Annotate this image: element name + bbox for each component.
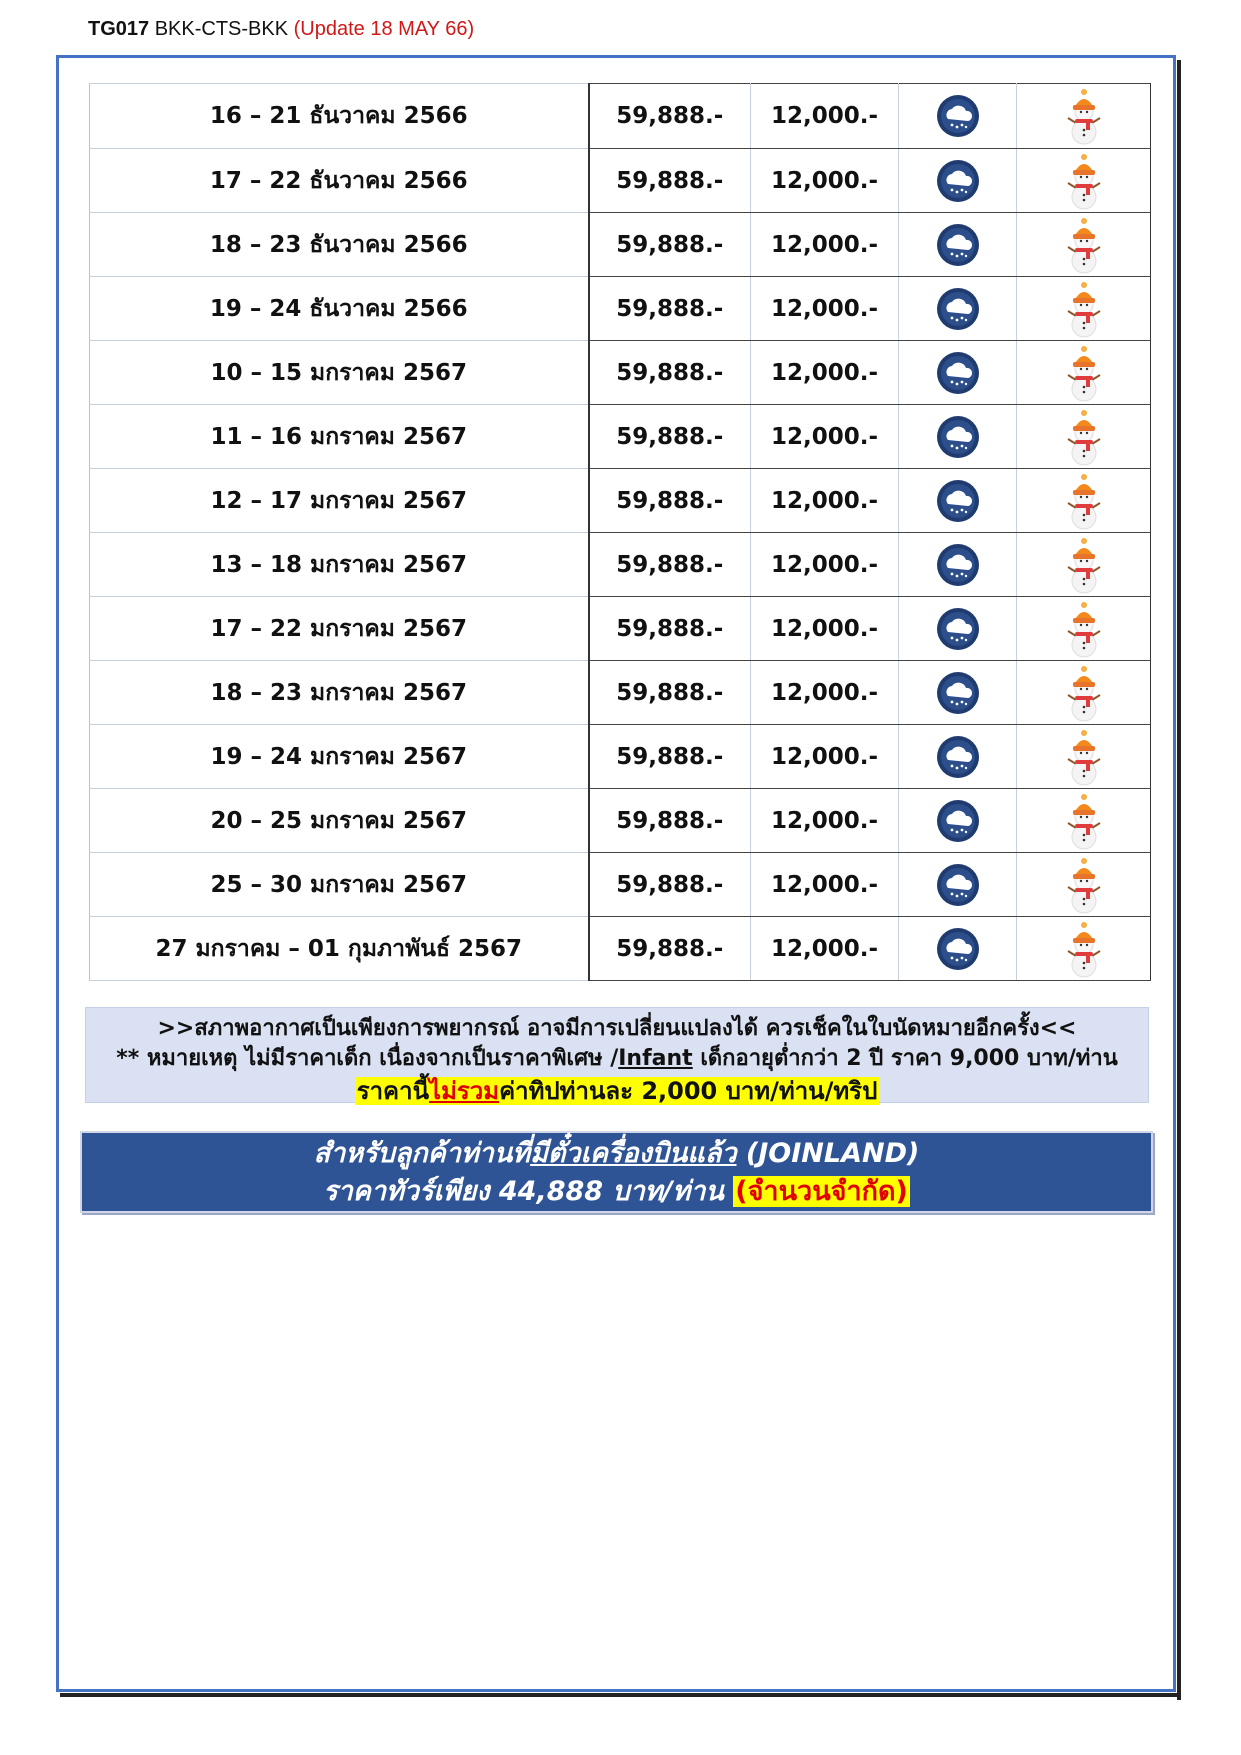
travel-dates: 27 มกราคม – 01 กุมภาพันธ์ 2567 bbox=[90, 917, 589, 981]
tour-price: 59,888.- bbox=[589, 853, 751, 917]
schedule-row bbox=[90, 149, 1151, 213]
child-note-post: เด็กอายุต่ำกว่า 2 ปี ราคา 9,000 บาท/ท่าน bbox=[692, 1046, 1118, 1071]
document-header bbox=[88, 18, 474, 41]
travel-dates: 18 – 23 ธันวาคม 2566 bbox=[90, 213, 589, 277]
season-cell bbox=[1017, 341, 1151, 405]
joinland-post: (JOINLAND) bbox=[736, 1138, 920, 1169]
joinland-line2 bbox=[82, 1173, 1151, 1211]
travel-dates: 19 – 24 ธันวาคม 2566 bbox=[90, 277, 589, 341]
travel-dates: 18 – 23 มกราคม 2567 bbox=[90, 661, 589, 725]
tour-price: 59,888.- bbox=[589, 84, 751, 149]
season-cell bbox=[1017, 84, 1151, 149]
travel-dates: 17 – 22 มกราคม 2567 bbox=[90, 597, 589, 661]
weather-cell bbox=[899, 213, 1017, 277]
tour-price: 59,888.- bbox=[589, 213, 751, 277]
snow-cloud-icon bbox=[936, 223, 980, 267]
schedule-row bbox=[90, 533, 1151, 597]
season-cell bbox=[1017, 469, 1151, 533]
tip-note-a: ราคานี้ bbox=[356, 1077, 429, 1105]
tip-not-included: ไม่รวม bbox=[429, 1077, 500, 1105]
deposit-price: 12,000.- bbox=[751, 277, 899, 341]
tour-price: 59,888.- bbox=[589, 277, 751, 341]
season-cell bbox=[1017, 533, 1151, 597]
snow-cloud-icon bbox=[936, 543, 980, 587]
snow-cloud-icon bbox=[936, 479, 980, 523]
season-cell bbox=[1017, 853, 1151, 917]
schedule-row bbox=[90, 277, 1151, 341]
snowman-icon bbox=[1062, 599, 1106, 659]
snowman-icon bbox=[1062, 279, 1106, 339]
tip-note-c: ค่าทิปท่านละ 2,000 บาท/ท่าน/ทริป bbox=[499, 1077, 878, 1105]
tour-price: 59,888.- bbox=[589, 341, 751, 405]
schedule-row bbox=[90, 84, 1151, 149]
snowman-icon bbox=[1062, 215, 1106, 275]
schedule-row bbox=[90, 597, 1151, 661]
schedule-row bbox=[90, 405, 1151, 469]
snow-cloud-icon bbox=[936, 94, 980, 138]
deposit-price: 12,000.- bbox=[751, 661, 899, 725]
weather-cell bbox=[899, 341, 1017, 405]
frame-shadow-right bbox=[1177, 60, 1181, 1700]
snowman-icon bbox=[1062, 855, 1106, 915]
season-cell bbox=[1017, 917, 1151, 981]
snow-cloud-icon bbox=[936, 287, 980, 331]
weather-cell bbox=[899, 405, 1017, 469]
deposit-price: 12,000.- bbox=[751, 725, 899, 789]
deposit-price: 12,000.- bbox=[751, 853, 899, 917]
season-cell bbox=[1017, 725, 1151, 789]
tip-note-highlight bbox=[355, 1077, 880, 1105]
tour-price: 59,888.- bbox=[589, 789, 751, 853]
snow-cloud-icon bbox=[936, 927, 980, 971]
snow-cloud-icon bbox=[936, 607, 980, 651]
tour-code: TG017 bbox=[88, 18, 150, 40]
tour-route: BKK-CTS-BKK bbox=[154, 18, 289, 40]
season-cell bbox=[1017, 149, 1151, 213]
remarks-box bbox=[85, 1007, 1149, 1103]
weather-cell bbox=[899, 533, 1017, 597]
joinland-ticket: มีตั๋วเครื่องบินแล้ว bbox=[530, 1138, 737, 1169]
tour-price: 59,888.- bbox=[589, 149, 751, 213]
snow-cloud-icon bbox=[936, 351, 980, 395]
schedule-row bbox=[90, 213, 1151, 277]
season-cell bbox=[1017, 661, 1151, 725]
tour-price: 59,888.- bbox=[589, 469, 751, 533]
deposit-price: 12,000.- bbox=[751, 84, 899, 149]
schedule-row bbox=[90, 917, 1151, 981]
deposit-price: 12,000.- bbox=[751, 149, 899, 213]
weather-cell bbox=[899, 853, 1017, 917]
child-price-note bbox=[86, 1044, 1148, 1074]
travel-dates: 13 – 18 มกราคม 2567 bbox=[90, 533, 589, 597]
travel-dates: 10 – 15 มกราคม 2567 bbox=[90, 341, 589, 405]
limited-seats-badge: (จำนวนจำกัด) bbox=[735, 1176, 908, 1207]
infant-label: Infant bbox=[618, 1046, 693, 1071]
tour-price: 59,888.- bbox=[589, 597, 751, 661]
snowman-icon bbox=[1062, 919, 1106, 979]
tour-price: 59,888.- bbox=[589, 725, 751, 789]
schedule-row bbox=[90, 725, 1151, 789]
travel-dates: 11 – 16 มกราคม 2567 bbox=[90, 405, 589, 469]
travel-dates: 12 – 17 มกราคม 2567 bbox=[90, 469, 589, 533]
weather-disclaimer: >>สภาพอากาศเป็นเพียงการพยากรณ์ อาจมีการเปลี่ยนแปลงได้ ควรเช็คในใบนัดหมายอีกครั้ง<< bbox=[157, 1016, 1077, 1041]
deposit-price: 12,000.- bbox=[751, 597, 899, 661]
snow-cloud-icon bbox=[936, 159, 980, 203]
joinland-line1 bbox=[82, 1135, 1151, 1173]
snow-cloud-icon bbox=[936, 863, 980, 907]
travel-dates: 25 – 30 มกราคม 2567 bbox=[90, 853, 589, 917]
deposit-price: 12,000.- bbox=[751, 469, 899, 533]
weather-cell bbox=[899, 277, 1017, 341]
weather-cell bbox=[899, 789, 1017, 853]
joinland-banner bbox=[80, 1131, 1153, 1213]
schedule-row bbox=[90, 341, 1151, 405]
schedule-row bbox=[90, 853, 1151, 917]
frame-shadow-bottom bbox=[60, 1693, 1181, 1697]
tour-price: 59,888.- bbox=[589, 661, 751, 725]
snowman-icon bbox=[1062, 471, 1106, 531]
deposit-price: 12,000.- bbox=[751, 789, 899, 853]
deposit-price: 12,000.- bbox=[751, 405, 899, 469]
snow-cloud-icon bbox=[936, 799, 980, 843]
weather-cell bbox=[899, 725, 1017, 789]
joinland-price: ราคาทัวร์เพียง 44,888 บาท/ท่าน bbox=[323, 1176, 734, 1207]
travel-dates: 20 – 25 มกราคม 2567 bbox=[90, 789, 589, 853]
deposit-price: 12,000.- bbox=[751, 341, 899, 405]
season-cell bbox=[1017, 597, 1151, 661]
travel-dates: 17 – 22 ธันวาคม 2566 bbox=[90, 149, 589, 213]
tour-price: 59,888.- bbox=[589, 405, 751, 469]
weather-cell bbox=[899, 469, 1017, 533]
snowman-icon bbox=[1062, 727, 1106, 787]
schedule-row bbox=[90, 789, 1151, 853]
schedule-row bbox=[90, 661, 1151, 725]
tip-note bbox=[86, 1074, 1148, 1108]
weather-cell bbox=[899, 661, 1017, 725]
travel-dates: 19 – 24 มกราคม 2567 bbox=[90, 725, 589, 789]
travel-dates: 16 – 21 ธันวาคม 2566 bbox=[90, 84, 589, 149]
joinland-pre: สำหรับลูกค้าท่านที่ bbox=[313, 1138, 531, 1169]
update-date: (Update 18 MAY 66) bbox=[293, 18, 475, 40]
tour-price: 59,888.- bbox=[589, 917, 751, 981]
snow-cloud-icon bbox=[936, 415, 980, 459]
snowman-icon bbox=[1062, 407, 1106, 467]
weather-cell bbox=[899, 149, 1017, 213]
season-cell bbox=[1017, 277, 1151, 341]
weather-cell bbox=[899, 84, 1017, 149]
snowman-icon bbox=[1062, 151, 1106, 211]
tour-price: 59,888.- bbox=[589, 533, 751, 597]
child-note-pre: ** หมายเหตุ ไม่มีราคาเด็ก เนื่องจากเป็นราคาพิเศษ / bbox=[116, 1046, 619, 1071]
weather-cell bbox=[899, 597, 1017, 661]
snowman-icon bbox=[1062, 86, 1106, 146]
snowman-icon bbox=[1062, 791, 1106, 851]
season-cell bbox=[1017, 213, 1151, 277]
snow-cloud-icon bbox=[936, 735, 980, 779]
schedule-table bbox=[89, 83, 1151, 981]
deposit-price: 12,000.- bbox=[751, 533, 899, 597]
snowman-icon bbox=[1062, 663, 1106, 723]
season-cell bbox=[1017, 789, 1151, 853]
season-cell bbox=[1017, 405, 1151, 469]
deposit-price: 12,000.- bbox=[751, 917, 899, 981]
snow-cloud-icon bbox=[936, 671, 980, 715]
deposit-price: 12,000.- bbox=[751, 213, 899, 277]
schedule-row bbox=[90, 469, 1151, 533]
snowman-icon bbox=[1062, 343, 1106, 403]
snowman-icon bbox=[1062, 535, 1106, 595]
weather-cell bbox=[899, 917, 1017, 981]
